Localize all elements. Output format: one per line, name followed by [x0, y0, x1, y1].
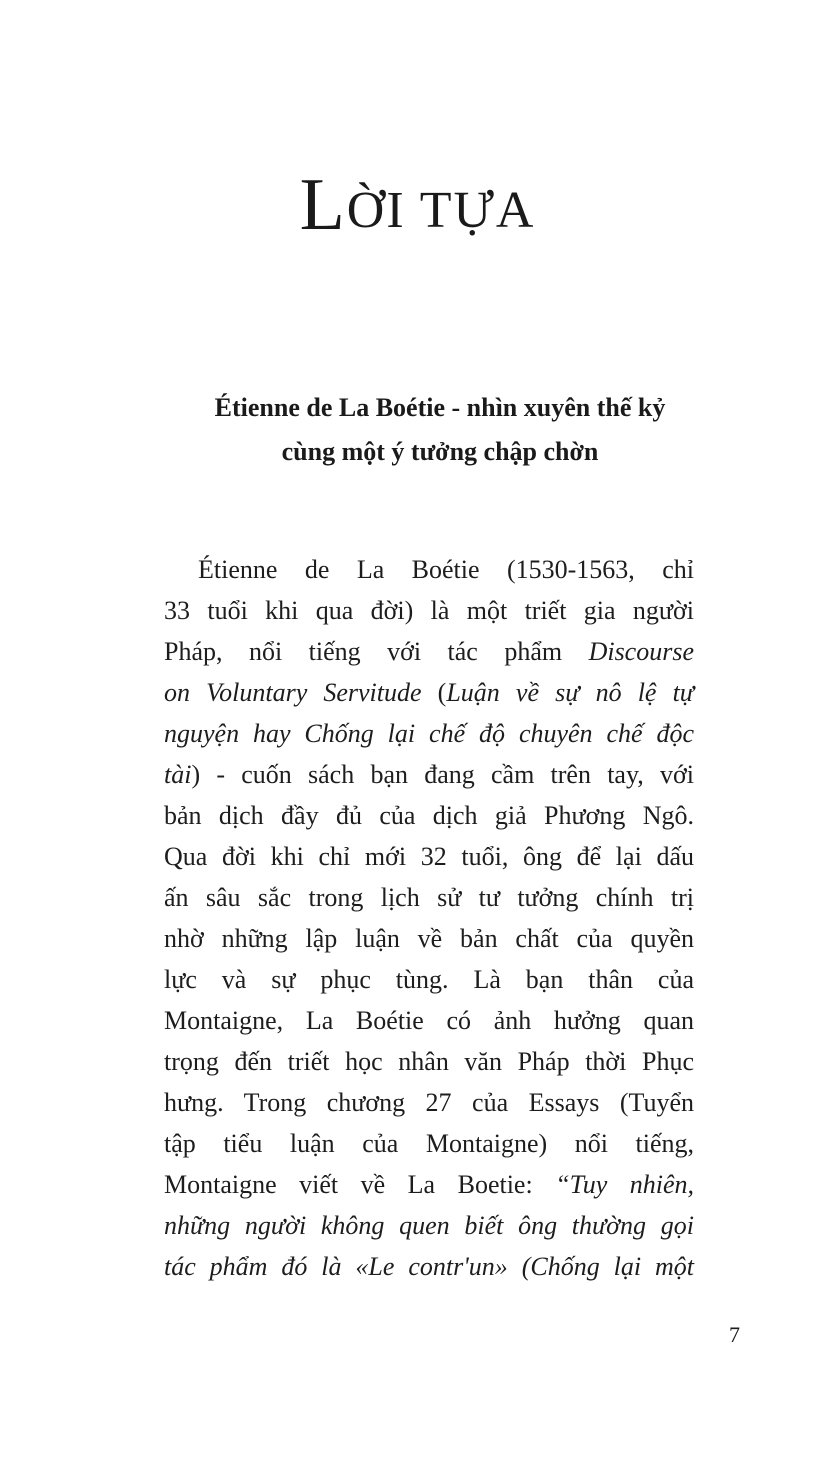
quote-italic: những người không quen biết ông thường gọi — [164, 1211, 694, 1240]
chapter-title-rest: ỜI TỰA — [346, 182, 536, 239]
body-line: Montaigne, La Boétie có ảnh hưởng quan — [164, 1006, 694, 1035]
body-text-run: ( — [421, 678, 447, 707]
body-text-run: ) - cuốn sách bạn đang cầm trên tay, với — [191, 760, 694, 789]
translated-title-italic: tài — [164, 760, 192, 789]
chapter-title-initial: L — [299, 164, 347, 246]
body-line: bản dịch đầy đủ của dịch giả Phương Ngô. — [164, 801, 694, 830]
body-line: hưng. Trong chương 27 của Essays (Tuyển — [164, 1088, 694, 1117]
translated-title-italic: Luận về sự nô lệ tự — [446, 678, 694, 707]
page-number: 7 — [729, 1322, 740, 1347]
subtitle-line-2: cùng một ý tưởng chập chờn — [281, 437, 599, 466]
quote-italic: “Tuy nhiên, — [555, 1170, 694, 1199]
body-line — [164, 672, 694, 713]
body-line: Qua đời khi chỉ mới 32 tuổi, ông để lại dấu — [164, 842, 694, 871]
body-line — [164, 1205, 694, 1246]
body-line: tập tiểu luận của Montaigne) nổi tiếng, — [164, 1129, 694, 1158]
section-subtitle — [90, 386, 790, 474]
translated-title-italic: nguyện hay Chống lại chế độ chuyên chế độc — [164, 719, 694, 748]
body-line: trọng đến triết học nhân văn Pháp thời Phục — [164, 1047, 694, 1076]
body-line: Étienne de La Boétie (1530-1563, chỉ — [198, 555, 694, 584]
body-line: lực và sự phục tùng. Là bạn thân của — [164, 965, 694, 994]
body-paragraph — [164, 549, 694, 1287]
quote-italic: tác phẩm đó là «Le contr'un» (Chống lại một — [164, 1252, 694, 1281]
book-title-italic: Discourse — [588, 637, 694, 666]
body-line — [164, 1164, 694, 1205]
body-text-run: Montaigne viết về La Boetie: — [164, 1170, 556, 1199]
body-line — [164, 631, 694, 672]
subtitle-line-1: Étienne de La Boétie - nhìn xuyên thế kỷ — [214, 393, 666, 422]
body-line — [164, 713, 694, 754]
body-line — [164, 754, 694, 795]
body-line: nhờ những lập luận về bản chất của quyền — [164, 924, 694, 953]
body-line — [164, 1246, 694, 1287]
body-text-run: Pháp, nổi tiếng với tác phẩm — [164, 637, 589, 666]
book-title-italic: on Voluntary Servitude — [164, 678, 422, 707]
chapter-title — [0, 164, 835, 246]
body-line: ấn sâu sắc trong lịch sử tư tưởng chính trị — [164, 883, 694, 912]
body-line: 33 tuổi khi qua đời) là một triết gia người — [164, 596, 694, 625]
